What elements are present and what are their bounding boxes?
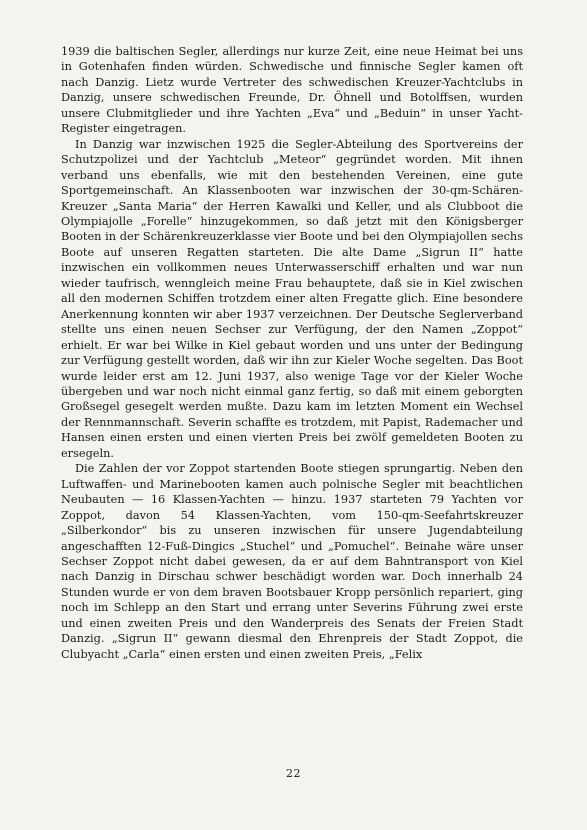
body-text [61, 44, 523, 662]
paragraph-continuation: 1939 die baltischen Segler, allerdings nur kurze Zeit, eine neue Heimat bei uns in Gotenhafen finden würden. Schwedische und finnische Segler kamen oft nach Danzig. Lietz wurde Vertreter des schwedischen Kreuzer-Yachtclubs in Danzig, unsere schwedischen Freunde, Dr. Öhnell und Botolffsen, wurden unsere Clubmitglieder und ihre Yachten „Eva“ und „Beduin“ in unser Yacht-Register eingetragen. [61, 45, 523, 136]
page-number: 22 [286, 767, 301, 780]
paragraph-zoppot-regatta: Die Zahlen der vor Zoppot startenden Boote stiegen sprungartig. Neben den Luftwaffen- und Marinebooten kamen auch polnische Segler mit beachtlichen Neubauten — 16 Klassen-Yachten — hinzu. 1937 starteten 79 Yachten vor Zoppot, davon 54 Klassen-Yachten, vom 150-qm-Seefahrtskreuzer „Silberkondor“ bis zu unseren inzwischen für unsere Jugendabteilung angeschafften 12-Fuß-Dingics „Stuchel“ und „Pomuchel“. Beinahe wäre unser Sechser Zoppot nicht dabei gewesen, da er auf dem Bahntransport von Kiel nach Danzig in Dirschau schwer beschädigt worden war. Doch innerhalb 24 Stunden wurde er von dem braven Bootsbauer Kropp persönlich repariert, ging noch im Schlepp an den Start und errang unter Severins Führung zwei erste und einen zweiten Preis und den Wanderpreis des Senats der Freien Stadt Danzig. „Sigrun II“ gewann diesmal den Ehrenpreis der Stadt Zoppot, die Clubyacht „Carla“ einen ersten und einen zweiten Preis, „Felix [61, 462, 523, 661]
paragraph-danzig-clubs: In Danzig war inzwischen 1925 die Segler-Abteilung des Sportvereins der Schutzpolizei und der Yachtclub „Meteor“ gegründet worden. Mit ihnen verband uns ebenfalls, wie mit den bestehenden Vereinen, eine gute Sportgemeinschaft. An Klassenbooten war inzwischen der 30-qm-Schären-Kreuzer „Santa Maria“ der Herren Kawalki und Keller, und als Clubboot die Olympiajolle „Forelle“ hinzugekommen, so daß jetzt mit den Königsberger Booten in der Schärenkreuzerklasse vier Boote und bei den Olympiajollen sechs Boote auf unseren Regatten starteten. Die alte Dame „Sigrun II“ hatte inzwischen ein vollkommen neues Unterwasserschiff erhalten und war nun wieder taufrisch, wenngleich meine Frau behauptete, daß sie in Kiel zwischen all den modernen Schiffen trotzdem einer alten Fregatte glich. Eine besondere Anerkennung konnten wir aber 1937 verzeichnen. Der Deutsche Seglerverband stellte uns einen neuen Sechser zur Verfügung, der den Namen „Zoppot“ erhielt. Er war bei Wilke in Kiel gebaut worden und uns unter der Bedingung zur Verfügung gestellt worden, daß wir ihn zur Kieler Woche segelten. Das Boot wurde leider erst am 12. Juni 1937, also wenige Tage vor der Kieler Woche übergeben und war noch nicht einmal ganz fertig, so daß mit einem geborgten Großsegel gesegelt werden mußte. Dazu kam im letzten Moment ein Wechsel der Rennmannschaft. Severin schaffte es trotzdem, mit Papist, Rademacher und Hansen einen ersten und einen vierten Preis bei zwölf gemeldeten Booten zu ersegeln. [61, 137, 523, 460]
